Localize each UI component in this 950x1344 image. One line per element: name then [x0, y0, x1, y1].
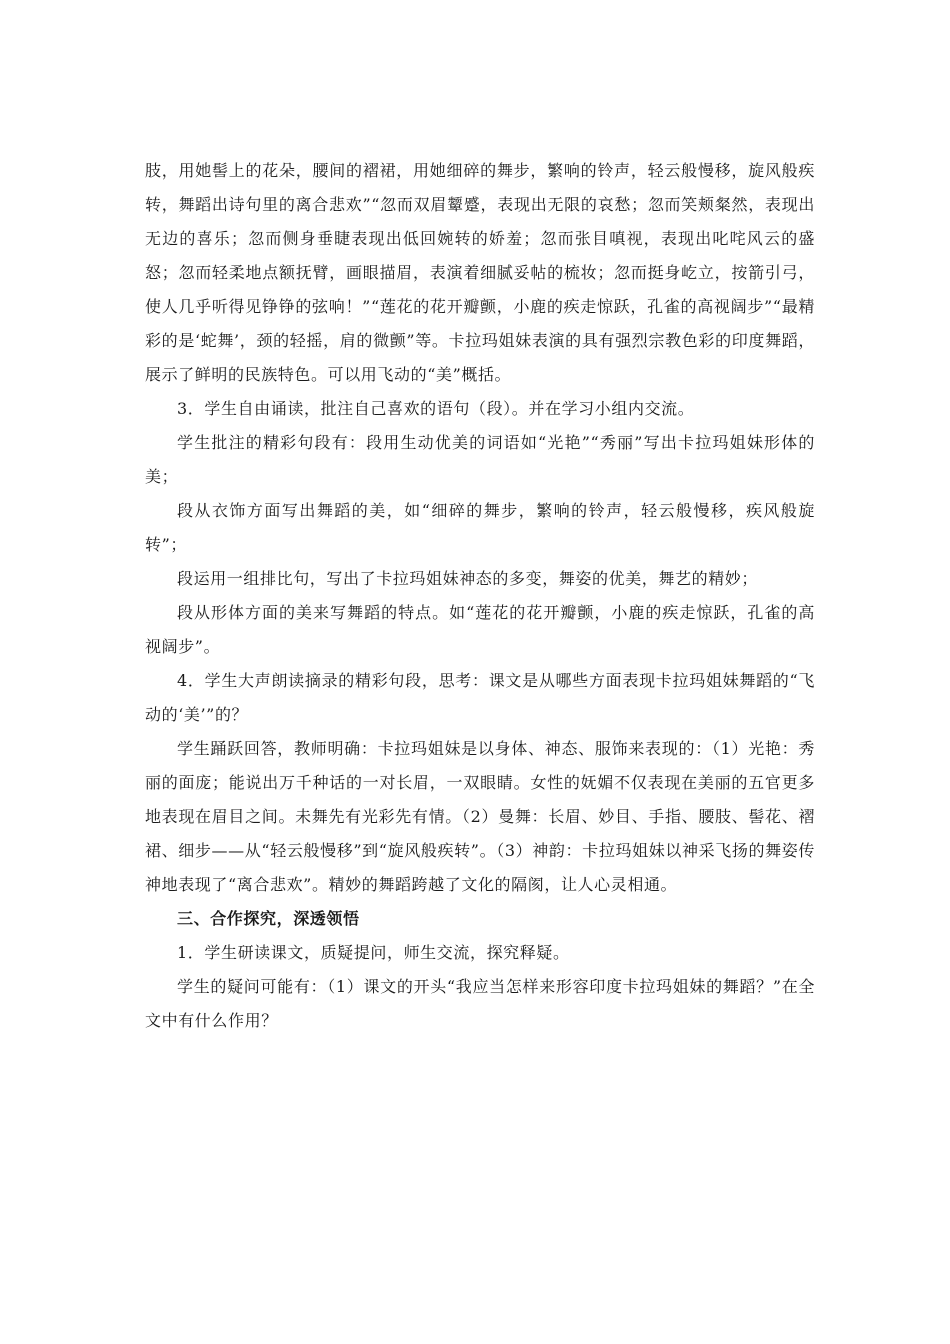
- paragraph-student-questions: 学生的疑问可能有：（1）课文的开头“我应当怎样来形容印度卡拉玛姐妹的舞蹈？”在全文中有什么作用？: [145, 977, 815, 1030]
- paragraph-form: 段从形体方面的美来写舞蹈的特点。如“莲花的花开瓣颤，小鹿的疾走惊跃，孔雀的高视阔步”。: [145, 603, 815, 656]
- paragraph-annotation-intro: 学生批注的精彩句段有：段用生动优美的词语如“光艳”“秀丽”写出卡拉玛姐妹形体的美；: [145, 433, 815, 486]
- paragraph-dance-description: 肢，用她髻上的花朵，腰间的褶裙，用她细碎的舞步，繁响的铃声，轻云般慢移，旋风般疾转，舞蹈出诗句里的离合悲欢”“忽而双眉颦蹙，表现出无限的哀愁；忽而笑颊粲然，表现出无边的喜乐；忽而侧身垂睫表现出低回婉转的娇羞；忽而张目嗔视，表现出叱咤风云的盛怒；忽而轻柔地点额抚臂，画眼描眉，表演着细腻妥帖的梳妆；忽而挺身屹立，按箭引弓，使人几乎听得见铮铮的弦响！”“莲花的花开瓣颤，小鹿的疾走惊跃，孔雀的高视阔步”“最精彩的是‘蛇舞’，颈的轻摇，肩的微颤”等。卡拉玛姐妹表演的具有强烈宗教色彩的印度舞蹈，展示了鲜明的民族特色。可以用飞动的“美”概括。: [145, 161, 815, 384]
- document-body: [145, 154, 815, 1038]
- paragraph-parallelism: 段运用一组排比句，写出了卡拉玛姐妹神态的多变，舞姿的优美，舞艺的精妙；: [177, 569, 759, 588]
- paragraph-step-3: 3．学生自由诵读，批注自己喜欢的语句（段）。并在学习小组内交流。: [177, 399, 695, 418]
- paragraph-costume: 段从衣饰方面写出舞蹈的美，如“细碎的舞步，繁响的铃声，轻云般慢移，疾风般旋转”；: [145, 501, 815, 554]
- paragraph-teacher-answer: 学生踊跃回答，教师明确：卡拉玛姐妹是以身体、神态、服饰来表现的：（1）光艳：秀丽的面庞；能说出万千种话的一对长眉，一双眼睛。女性的妩媚不仅表现在美丽的五官更多地表现在眉目之间。未舞先有光彩先有情。（2）曼舞：长眉、妙目、手指、腰肢、髻花、褶裙、细步——从“轻云般慢移”到“旋风般疾转”。（3）神韵：卡拉玛姐妹以神采飞扬的舞姿传神地表现了“离合悲欢”。精妙的舞蹈跨越了文化的隔阂，让人心灵相通。: [145, 739, 815, 894]
- paragraph-step-4: 4．学生大声朗读摘录的精彩句段，思考：课文是从哪些方面表现卡拉玛姐妹舞蹈的“飞动的‘美’”的？: [145, 671, 815, 724]
- section-heading-3: 三、合作探究，深透领悟: [177, 909, 360, 928]
- paragraph-step-1: 1．学生研读课文，质疑提问，师生交流，探究释疑。: [177, 943, 570, 962]
